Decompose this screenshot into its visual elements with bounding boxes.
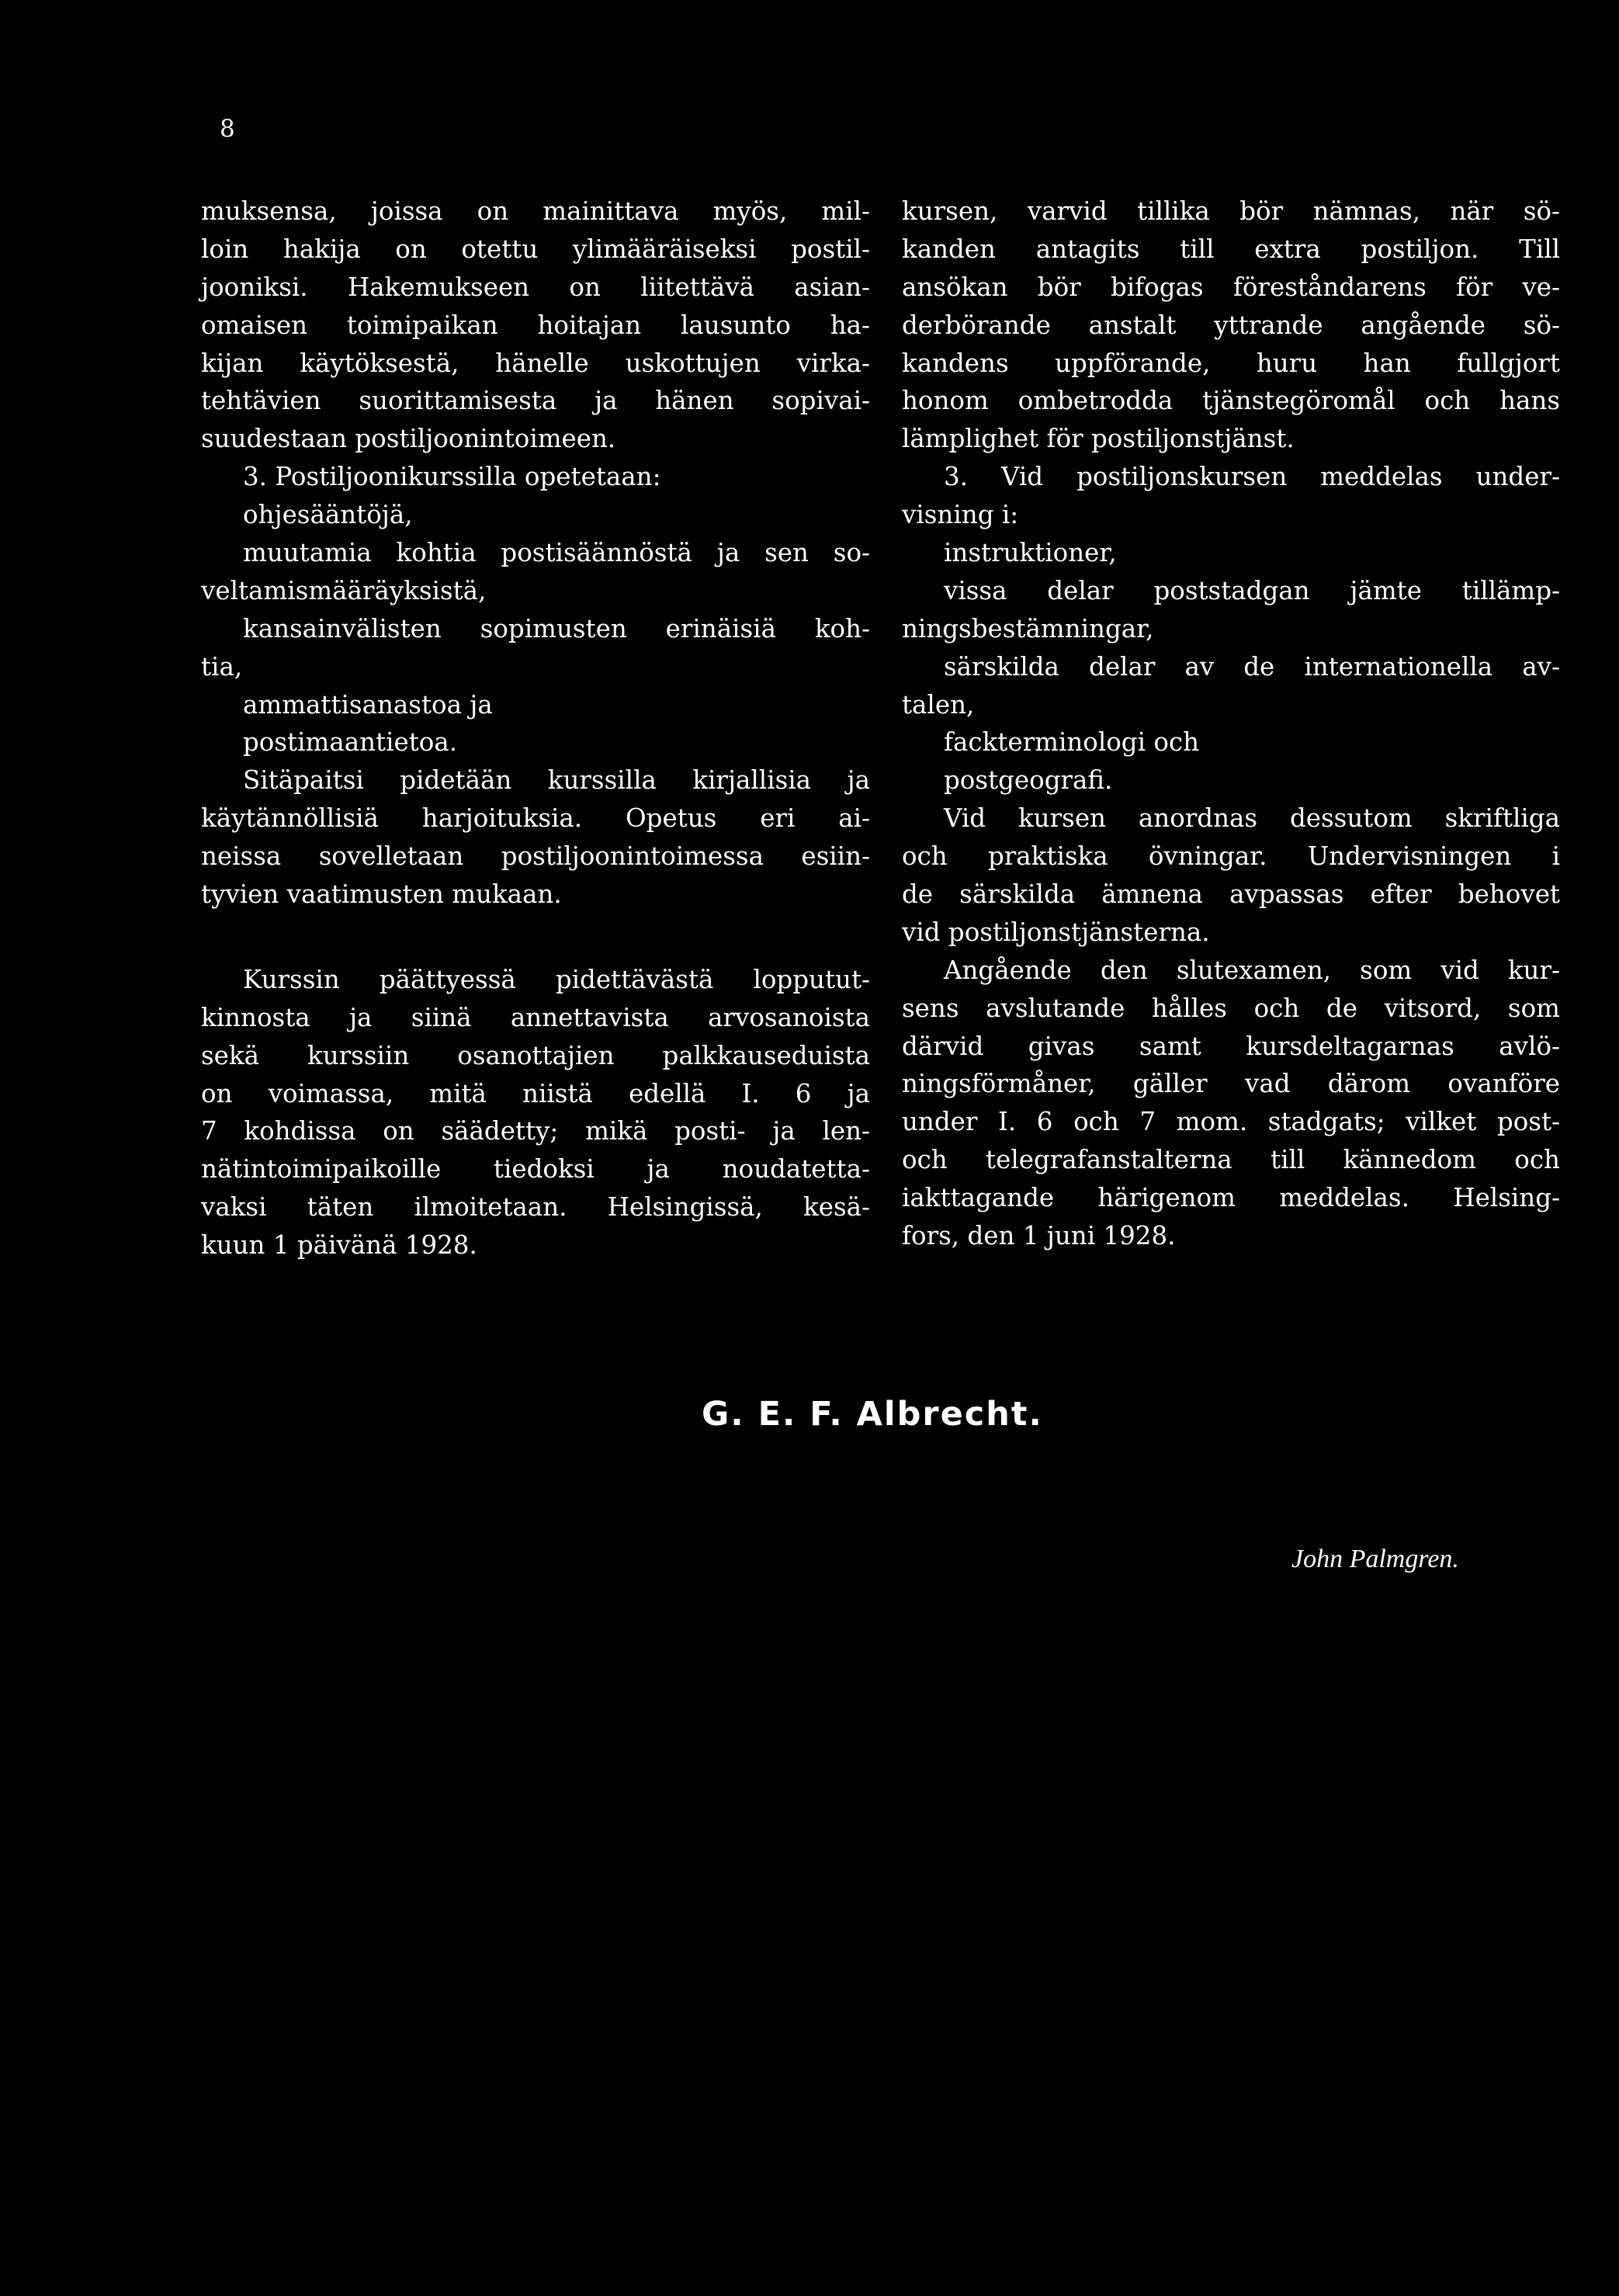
text-line: Vid kursen anordnas dessutom skriftliga bbox=[944, 803, 1560, 834]
text-line: och praktiska övningar. Undervisningen i bbox=[902, 841, 1560, 872]
text-line: veltamismääräyksistä, bbox=[201, 575, 487, 605]
text-line: 7 kohdissa on säädetty; mikä posti- ja len- bbox=[201, 1116, 870, 1146]
text-line: under I. 6 och 7 mom. stadgats; vilket post- bbox=[902, 1107, 1560, 1137]
text-line: kanden antagits till extra postiljon. Till bbox=[902, 234, 1560, 264]
text-line: jooniksi. Hakemukseen on liitettävä asian- bbox=[201, 272, 870, 302]
cosigner-signature: John Palmgren. bbox=[1291, 1545, 1459, 1573]
text-line: särskilda delar av de internationella av- bbox=[944, 651, 1560, 682]
text-line: Kurssin päättyessä pidettävästä lopputut- bbox=[243, 964, 870, 994]
finnish-column bbox=[201, 192, 870, 1264]
text-line: postimaantietoa. bbox=[243, 727, 458, 758]
text-line: kursen, varvid tillika bör nämnas, när sö- bbox=[902, 196, 1560, 226]
page-number: 8 bbox=[220, 115, 236, 143]
text-line: loin hakija on otettu ylimääräiseksi postil- bbox=[201, 234, 870, 264]
text-line: Sitäpaitsi pidetään kurssilla kirjallisia ja bbox=[243, 765, 870, 796]
text-line: 3. Vid postiljonskursen meddelas under- bbox=[944, 462, 1560, 492]
text-line: därvid givas samt kursdeltagarnas avlö- bbox=[902, 1031, 1560, 1061]
text-line: derbörande anstalt yttrande angående sö- bbox=[902, 310, 1560, 340]
text-line: tyvien vaatimusten mukaan. bbox=[201, 879, 562, 910]
text-line: vid postiljonstjänsterna. bbox=[902, 917, 1210, 947]
text-line: 3. Postiljoonikurssilla opetetaan: bbox=[243, 462, 661, 492]
signature: G. E. F. Albrecht. bbox=[702, 1395, 1043, 1434]
swedish-column bbox=[902, 192, 1560, 1255]
text-line: kansainvälisten sopimusten erinäisiä koh- bbox=[243, 613, 870, 643]
text-line: postgeografi. bbox=[944, 765, 1113, 796]
text-line: sekä kurssiin osanottajien palkkauseduista bbox=[201, 1040, 870, 1070]
text-line: lämplighet för postiljonstjänst. bbox=[902, 424, 1295, 454]
text-line: käytännöllisiä harjoituksia. Opetus eri ai- bbox=[201, 803, 870, 834]
text-line: kandens uppförande, huru han fullgjort bbox=[902, 348, 1560, 378]
text-line: ningsbestämningar, bbox=[902, 613, 1154, 643]
text-line: on voimassa, mitä niistä edellä I. 6 ja bbox=[201, 1078, 870, 1108]
text-line: muksensa, joissa on mainittava myös, mil- bbox=[201, 196, 870, 226]
text-line: honom ombetrodda tjänstegöromål och hans bbox=[902, 386, 1560, 416]
text-line: sens avslutande hålles och de vitsord, som bbox=[902, 993, 1560, 1023]
text-line: ammattisanastoa ja bbox=[243, 689, 493, 720]
text-line: tia, bbox=[201, 651, 243, 682]
text-line: kuun 1 päivänä 1928. bbox=[201, 1230, 477, 1261]
text-line: neissa sovelletaan postiljoonintoimessa esiin- bbox=[201, 841, 870, 872]
text-line: tehtävien suorittamisesta ja hänen sopivai- bbox=[201, 386, 870, 416]
paragraph-gap bbox=[201, 914, 870, 961]
text-line: omaisen toimipaikan hoitajan lausunto ha- bbox=[201, 310, 870, 340]
text-line: visning i: bbox=[902, 500, 1019, 530]
text-line: instruktioner, bbox=[944, 538, 1117, 568]
text-line: vaksi täten ilmoitetaan. Helsingissä, kesä- bbox=[201, 1192, 870, 1223]
text-line: Angående den slutexamen, som vid kur- bbox=[944, 955, 1560, 985]
text-line: nätintoimipaikoille tiedoksi ja noudatetta- bbox=[201, 1154, 870, 1184]
text-line: kijan käytöksestä, hänelle uskottujen virka- bbox=[201, 348, 870, 378]
text-line: ohjesääntöjä, bbox=[243, 500, 413, 530]
text-line: kinnosta ja siinä annettavista arvosanoista bbox=[201, 1002, 870, 1032]
text-line: suudestaan postiljoonintoimeen. bbox=[201, 424, 616, 454]
text-line: vissa delar poststadgan jämte tillämp- bbox=[944, 575, 1560, 605]
text-line: iakttagande härigenom meddelas. Helsing- bbox=[902, 1183, 1560, 1213]
text-line: ningsförmåner, gäller vad därom ovanföre bbox=[902, 1069, 1560, 1099]
text-line: fackterminologi och bbox=[944, 727, 1200, 758]
text-line: talen, bbox=[902, 689, 975, 720]
text-line: fors, den 1 juni 1928. bbox=[902, 1221, 1176, 1251]
text-line: och telegrafanstalterna till kännedom och bbox=[902, 1145, 1560, 1175]
text-line: ansökan bör bifogas föreståndarens för ve- bbox=[902, 272, 1560, 302]
text-line: de särskilda ämnena avpassas efter behovet bbox=[902, 879, 1560, 910]
text-line: muutamia kohtia postisäännöstä ja sen so- bbox=[243, 538, 870, 568]
